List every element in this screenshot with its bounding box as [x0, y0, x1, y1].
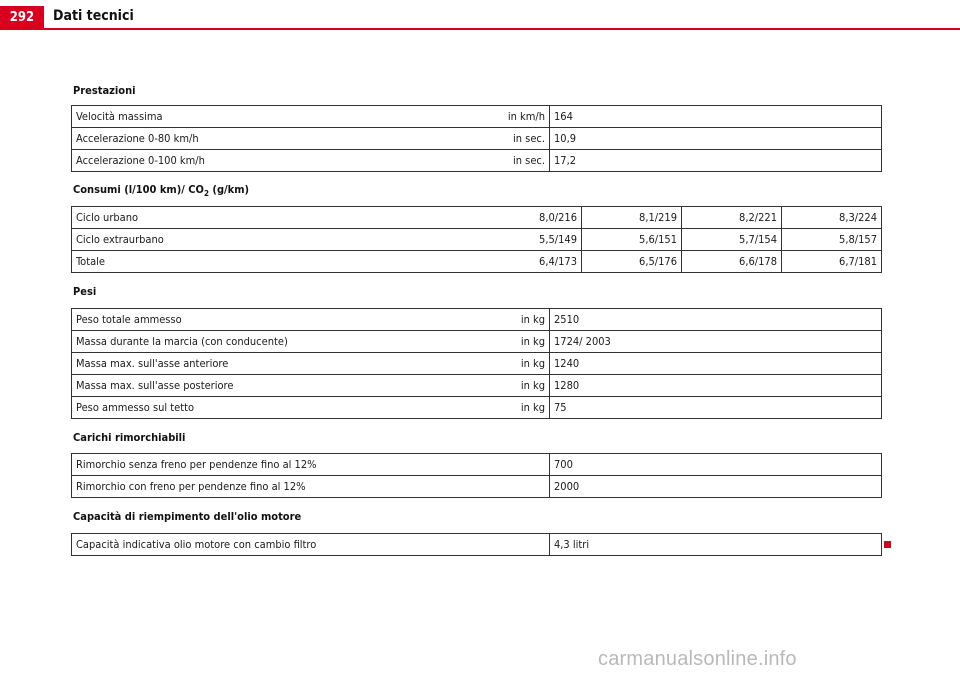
row-value: 164: [550, 106, 882, 128]
row-label: Capacità indicativa olio motore con cambio filtro: [72, 534, 478, 556]
row-value: 5,7/154: [682, 229, 782, 251]
row-value: 1724/ 2003: [550, 331, 882, 353]
page-header: [0, 0, 960, 31]
table-row: [72, 150, 882, 172]
row-label: Massa max. sull'asse posteriore: [72, 375, 478, 397]
row-label: Rimorchio senza freno per pendenze fino al 12%: [72, 454, 478, 476]
row-label: Peso totale ammesso: [72, 309, 478, 331]
row-value: 1280: [550, 375, 882, 397]
row-label: Accelerazione 0-80 km/h: [72, 128, 478, 150]
row-value: 700: [550, 454, 882, 476]
page-number: 292: [0, 6, 44, 28]
table-row: [72, 353, 882, 375]
section-end-marker-icon: [884, 541, 891, 548]
row-value: 8,0/216: [478, 207, 582, 229]
section-title-olio: Capacità di riempimento dell'olio motore: [73, 510, 302, 523]
row-value: 5,8/157: [782, 229, 882, 251]
table-row: [72, 251, 882, 273]
row-value: 6,7/181: [782, 251, 882, 273]
table-row: [72, 534, 882, 556]
row-value: 5,5/149: [478, 229, 582, 251]
row-label: Massa max. sull'asse anteriore: [72, 353, 478, 375]
row-value: 8,1/219: [582, 207, 682, 229]
section-title-consumi: [73, 183, 249, 198]
table-consumi: [71, 206, 882, 273]
row-value: 2510: [550, 309, 882, 331]
row-unit: in kg: [478, 309, 550, 331]
row-unit: in kg: [478, 397, 550, 419]
row-label: Massa durante la marcia (con conducente): [72, 331, 478, 353]
consumi-title-main: Consumi (l/100 km)/ CO: [73, 183, 204, 196]
row-label: Peso ammesso sul tetto: [72, 397, 478, 419]
row-unit: in kg: [478, 375, 550, 397]
table-pesi: [71, 308, 882, 419]
row-value: 6,6/178: [682, 251, 782, 273]
table-row: [72, 397, 882, 419]
row-unit: in sec.: [478, 128, 550, 150]
table-olio: [71, 533, 882, 556]
row-value: 10,9: [550, 128, 882, 150]
section-title-carichi: Carichi rimorchiabili: [73, 431, 186, 444]
row-value: 4,3 litri: [550, 534, 882, 556]
row-value: 1240: [550, 353, 882, 375]
row-value: 5,6/151: [582, 229, 682, 251]
row-label: Totale: [72, 251, 478, 273]
row-label: Ciclo urbano: [72, 207, 478, 229]
section-title-prestazioni: Prestazioni: [73, 84, 136, 97]
consumi-title-end: (g/km): [208, 183, 250, 196]
row-label: Ciclo extraurbano: [72, 229, 478, 251]
row-label: Rimorchio con freno per pendenze fino al 12%: [72, 476, 478, 498]
row-unit: in kg: [478, 353, 550, 375]
row-value: 17,2: [550, 150, 882, 172]
table-row: [72, 331, 882, 353]
table-carichi: [71, 453, 882, 498]
table-row: [72, 229, 882, 251]
row-unit: [478, 534, 550, 556]
row-unit: in kg: [478, 331, 550, 353]
section-title-pesi: Pesi: [73, 285, 97, 298]
table-row: [72, 207, 882, 229]
row-value: 6,4/173: [478, 251, 582, 273]
header-rule: [0, 28, 960, 30]
row-label: Accelerazione 0-100 km/h: [72, 150, 478, 172]
table-row: [72, 128, 882, 150]
table-row: [72, 476, 882, 498]
table-row: [72, 106, 882, 128]
row-value: 6,5/176: [582, 251, 682, 273]
row-unit: in km/h: [478, 106, 550, 128]
row-value: 8,2/221: [682, 207, 782, 229]
row-value: 2000: [550, 476, 882, 498]
row-value: 8,3/224: [782, 207, 882, 229]
row-unit: in sec.: [478, 150, 550, 172]
table-prestazioni: [71, 105, 882, 172]
watermark: carmanualsonline.info: [598, 648, 797, 670]
consumi-title-sub: 2: [203, 189, 209, 199]
row-label: Velocità massima: [72, 106, 478, 128]
row-unit: [478, 476, 550, 498]
table-row: [72, 454, 882, 476]
table-row: [72, 375, 882, 397]
table-row: [72, 309, 882, 331]
row-value: 75: [550, 397, 882, 419]
page-title: Dati tecnici: [53, 8, 134, 24]
row-unit: [478, 454, 550, 476]
